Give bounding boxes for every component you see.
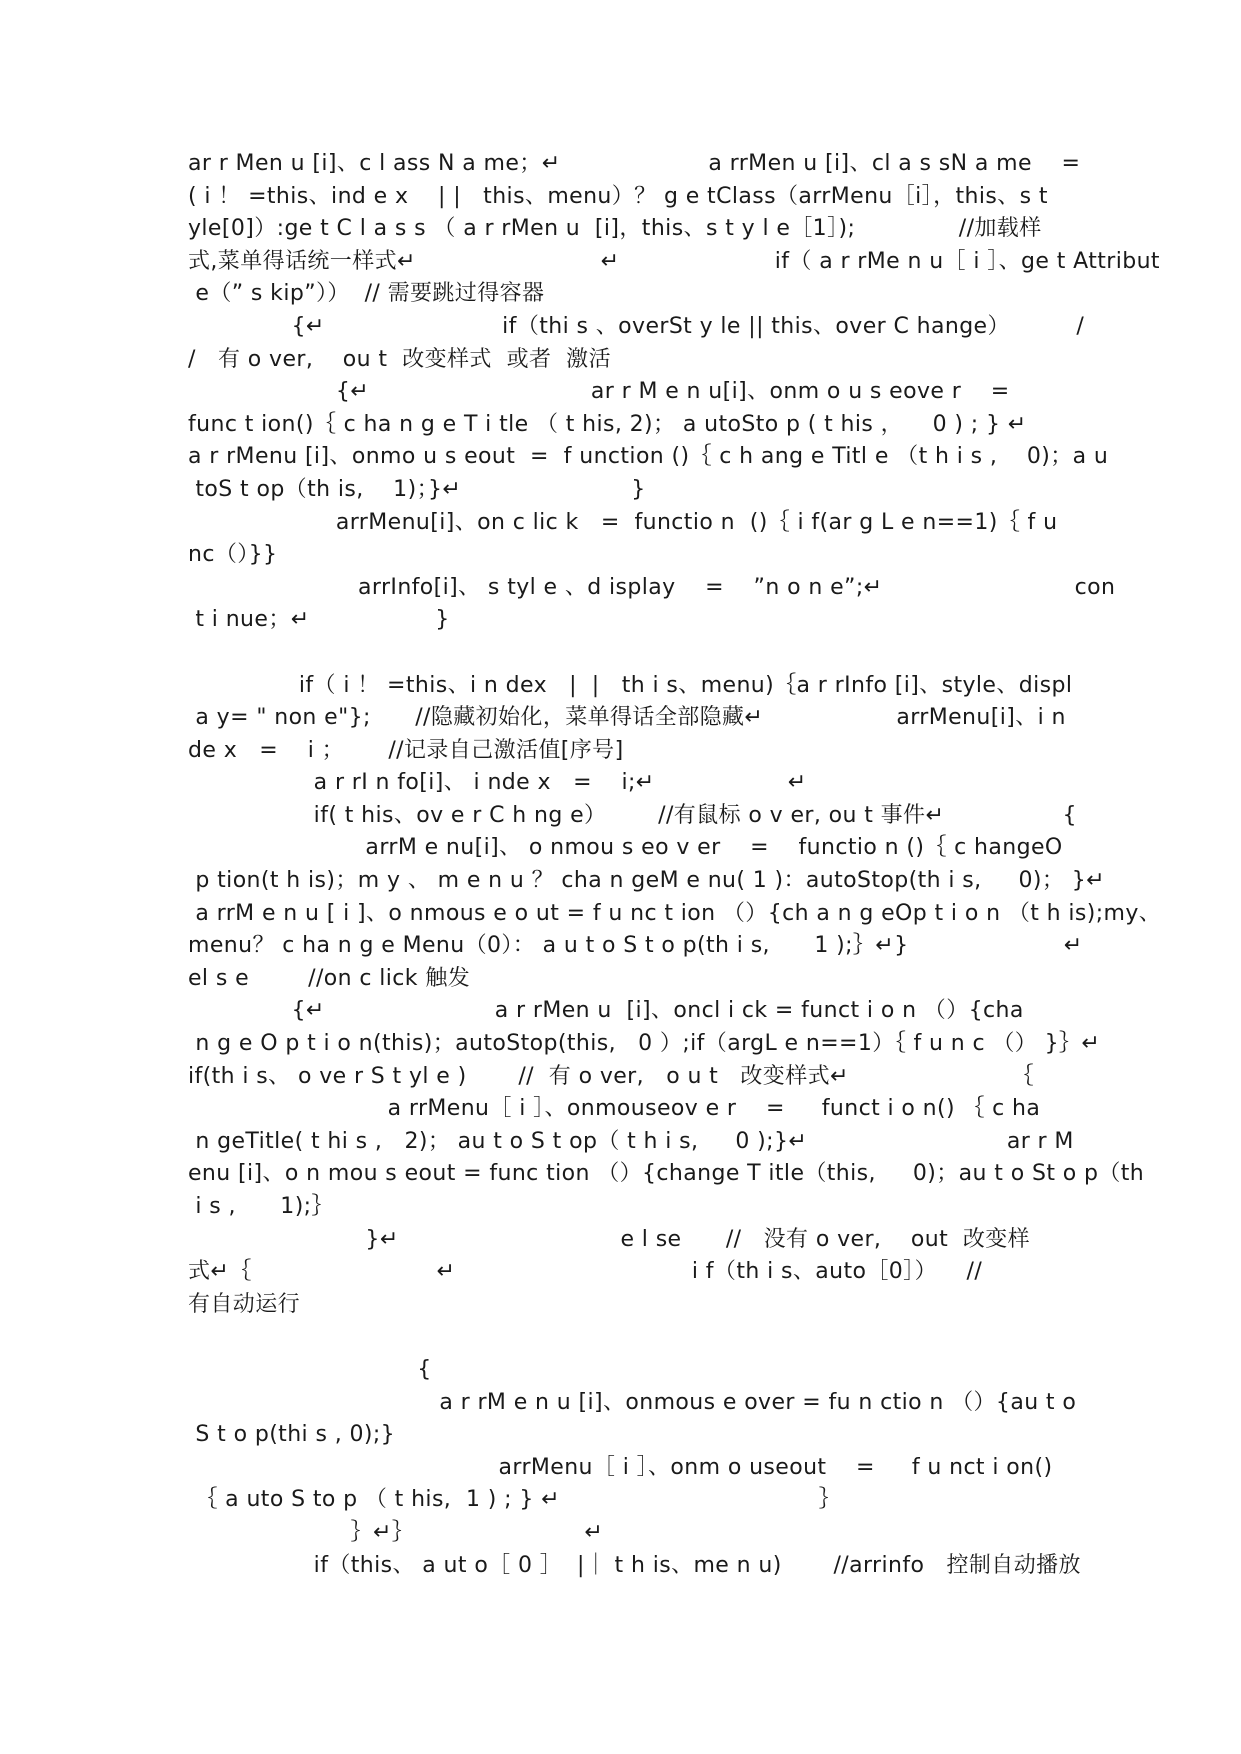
text-line: {↵ if（thi s 、overSt y le || this、over C hange） / [188,313,1085,339]
text-line: a rrMenu［ i ］、onmouseov e r = funct i o n() ｛ c ha [188,1096,1041,1122]
text-line: el s e //on c lick 触发 [188,965,471,991]
text-line: menu？ c ha n g e Menu（0）： a u t o S t o p(th i s, 1 );｝↵} ↵ [188,933,1083,959]
text-line: if(th i s、 o ve r S t yl e ) // 有 o ver, o u t 改变样式↵ ｛ [188,1063,1034,1089]
text-line: p tion(t h is)；m y 、 m e n u ？ cha n geM e nu( 1 )：autoStop(th i s, 0)； }↵ [188,868,1105,894]
text-line: e（” s kip”）） // 需要跳过得容器 [188,281,545,307]
text-line: t i nue；↵ } [188,607,450,633]
text-line: / 有 o ver, ou t 改变样式 或者 激活 [188,346,611,372]
text-line: a r rMenu [i]、onmo u s eout = f unction ()｛ c h ang e Titl e （t h i s , 0)；a u [188,444,1109,470]
text-line [188,1321,1168,1354]
text-line [188,637,1168,670]
text-line: if( t his、ov e r C h ng e） //有鼠标 o v er, ou t 事件↵ { [188,802,1077,828]
text-line: if（ i ！ =this、i n dex | | th i s、menu)｛a r rInfo [i]、style、displ [188,672,1073,698]
text-line: n geTitle( t hi s , 2)； au t o S t op（ t h i s, 0 );}↵ ar r M [188,1128,1074,1154]
text-line: if（this、 a ut o［ 0 ］ |｜ t h is、me n u) //arrinfo 控制自动播放 [188,1552,1081,1578]
text-line: ｝↵｝ ↵ [188,1519,604,1545]
text-line: S t o p(thi s , 0);} [188,1422,396,1448]
text-line: ar r Men u [i]、c l ass N a me；↵ a rrMen u [i]、cl a s sN a me = [188,151,1081,176]
text-line: {↵ ar r M e n u[i]、onm o u s eove r = [188,379,1010,405]
text-line: arrMenu［ i ］、onm o useout = f u nct i on() [188,1454,1053,1480]
text-line: 式↵｛ ↵ i f（th i s、auto［0］） // [188,1259,983,1285]
text-line: func t ion()｛ c ha n g e T i tle （ t his, 2)； a utoSto p ( t his ， 0 ) ; } ↵ [188,411,1027,437]
text-line: de x = i ； //记录自己激活值[序号] [188,737,624,763]
text-line: ｛ a uto S to p （ t his, 1 ) ; } ↵ ｝ [188,1487,842,1513]
text-line: enu [i]、o n mou s eout = func tion （）{change T itle（this, 0)；au t o St o p（th [188,1161,1145,1187]
text-line: n g e O p t i o n(this)；autoStop(this, 0 ）;if（argL e n==1）｛ f u n c （） }｝↵ [188,1031,1101,1057]
text-line: yle[0]）:ge t C l a s s （ a r rMen u [i]，this、s t y l e［1］); //加载样 [188,216,1042,242]
code-text-block [188,148,1168,1582]
text-line: arrMenu[i]、on c lic k = functio n ()｛ i f(ar g L e n==1)｛ f u [188,509,1058,535]
text-line: 式,菜单得话统一样式↵ ↵ if（ a r rMe n u［ i ］、ge t Attribut [188,248,1160,274]
text-line: nc（）}} [188,542,278,568]
text-line: arrInfo[i]、 s tyl e 、d isplay = ”n o n e”;↵ con [188,574,1116,600]
text-line: a y= " non e"}; //隐藏初始化，菜单得话全部隐藏↵ arrMenu[i]、i n [188,705,1066,731]
text-line: {↵ a r rMen u [i]、oncl i ck = funct i o n （）{cha [188,998,1024,1024]
text-line: a rrM e n u [ i ]、o nmous e o ut = f u nc t ion （）{ch a n g eOp t i o n （t h is);my、 [188,900,1162,926]
text-line: { [188,1356,432,1382]
text-line: i s , 1);｝ [188,1194,334,1219]
text-line: arrM e nu[i]、 o nmou s eo v er = functio n ()｛ c hangeO [188,835,1063,861]
text-line: a r rI n fo[i]、 i nde x = i;↵ ↵ [188,770,807,796]
text-line: }↵ e l se // 没有 o ver, out 改变样 [188,1226,1031,1252]
text-line: 有自动运行 [188,1291,301,1317]
text-line: ( i ！ =this、ind e x | | this、menu）？ g e tClass（arrMenu［i］，this、s t [188,183,1048,209]
text-line: a r rM e n u [i]、onmous e over = fu n ctio n （）{au t o [188,1389,1077,1415]
text-line: toS t op（th is, 1)；}↵ } [188,476,646,502]
